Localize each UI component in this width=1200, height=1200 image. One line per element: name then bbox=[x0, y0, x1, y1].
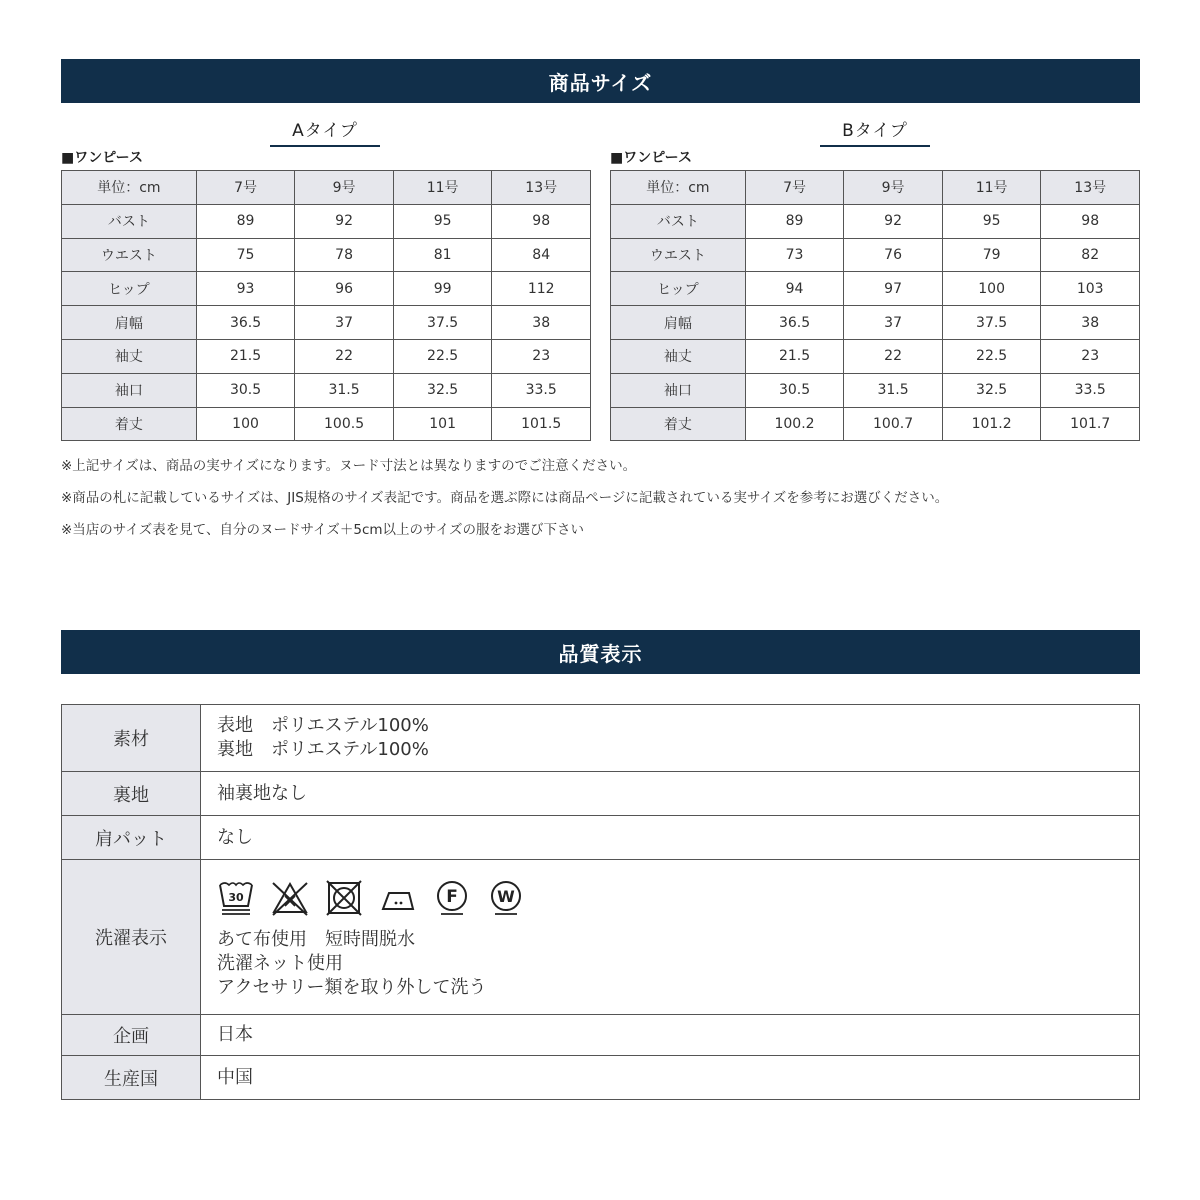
size-note: ※商品の札に記載しているサイズは、JIS規格のサイズ表記です。商品を選ぶ際には商品ページに記載されている実サイズを参考にお選びください。 bbox=[61, 490, 949, 506]
measurement-value-cell: 100.5 bbox=[295, 407, 394, 441]
measurement-value-cell: 36.5 bbox=[745, 306, 844, 340]
measurement-value-cell: 38 bbox=[1041, 306, 1140, 340]
measurement-value-cell: 101.7 bbox=[1041, 407, 1140, 441]
size-note: ※当店のサイズ表を見て、自分のヌードサイズ＋5cm以上のサイズの服をお選び下さい bbox=[61, 522, 584, 538]
size-header-cell: 13号 bbox=[1041, 171, 1140, 205]
measurement-value-cell: 100 bbox=[196, 407, 295, 441]
measurement-value-cell: 79 bbox=[942, 238, 1041, 272]
measurement-value-cell: 98 bbox=[1041, 204, 1140, 238]
measurement-value-cell: 95 bbox=[942, 204, 1041, 238]
quality-section-banner: 品質表示 bbox=[61, 630, 1140, 674]
measurement-value-cell: 84 bbox=[492, 238, 591, 272]
measurement-label-cell: 袖丈 bbox=[611, 339, 746, 373]
measurement-value-cell: 92 bbox=[295, 204, 394, 238]
measurement-value-cell: 37 bbox=[844, 306, 943, 340]
size-table-row bbox=[62, 272, 591, 306]
quality-value-line: 袖裏地なし bbox=[217, 782, 307, 804]
garment-label-a: ■ワンピース bbox=[61, 150, 143, 166]
measurement-value-cell: 76 bbox=[844, 238, 943, 272]
measurement-value-cell: 37.5 bbox=[393, 306, 492, 340]
wet-clean-letter: W bbox=[497, 887, 515, 906]
measurement-value-cell: 101.2 bbox=[942, 407, 1041, 441]
size-section-banner: 商品サイズ bbox=[61, 59, 1140, 103]
measurement-value-cell: 96 bbox=[295, 272, 394, 306]
size-table-a bbox=[61, 170, 591, 441]
size-table-row bbox=[611, 238, 1140, 272]
quality-row-planning bbox=[62, 1015, 1140, 1056]
no-tumble-dry-icon bbox=[325, 879, 363, 917]
unit-header-cell: 単位：cm bbox=[611, 171, 746, 205]
dry-clean-f-icon bbox=[433, 879, 471, 917]
quality-value-line: 洗濯ネット使用 bbox=[217, 953, 343, 974]
measurement-value-cell: 95 bbox=[393, 204, 492, 238]
size-header-cell: 7号 bbox=[196, 171, 295, 205]
measurement-value-cell: 97 bbox=[844, 272, 943, 306]
size-header-cell: 11号 bbox=[393, 171, 492, 205]
measurement-value-cell: 37.5 bbox=[942, 306, 1041, 340]
quality-row-material bbox=[62, 705, 1140, 772]
measurement-value-cell: 32.5 bbox=[942, 373, 1041, 407]
measurement-value-cell: 89 bbox=[745, 204, 844, 238]
measurement-label-cell: バスト bbox=[611, 204, 746, 238]
size-header-cell: 11号 bbox=[942, 171, 1041, 205]
size-table-row bbox=[611, 407, 1140, 441]
wash-30-tub-icon bbox=[217, 879, 255, 917]
size-notes bbox=[61, 456, 948, 552]
quality-value bbox=[201, 860, 1140, 1015]
quality-value-line: 日本 bbox=[217, 1024, 253, 1045]
quality-value bbox=[201, 816, 1140, 860]
size-table-row bbox=[611, 339, 1140, 373]
measurement-value-cell: 23 bbox=[1041, 339, 1140, 373]
size-header-cell: 13号 bbox=[492, 171, 591, 205]
size-table-row bbox=[62, 407, 591, 441]
size-table-row bbox=[62, 238, 591, 272]
measurement-value-cell: 100.2 bbox=[745, 407, 844, 441]
measurement-value-cell: 99 bbox=[393, 272, 492, 306]
measurement-value-cell: 22.5 bbox=[393, 339, 492, 373]
measurement-value-cell: 21.5 bbox=[745, 339, 844, 373]
size-table-header-row bbox=[611, 171, 1140, 205]
measurement-label-cell: バスト bbox=[62, 204, 197, 238]
measurement-label-cell: 着丈 bbox=[611, 407, 746, 441]
size-table-row bbox=[62, 339, 591, 373]
measurement-value-cell: 32.5 bbox=[393, 373, 492, 407]
size-table-header-row bbox=[62, 171, 591, 205]
garment-label-b: ■ワンピース bbox=[610, 150, 692, 166]
measurement-label-cell: 肩幅 bbox=[611, 306, 746, 340]
measurement-value-cell: 37 bbox=[295, 306, 394, 340]
quality-row-origin bbox=[62, 1056, 1140, 1100]
measurement-label-cell: 肩幅 bbox=[62, 306, 197, 340]
size-table-b bbox=[610, 170, 1140, 441]
measurement-label-cell: 袖丈 bbox=[62, 339, 197, 373]
measurement-value-cell: 31.5 bbox=[295, 373, 394, 407]
quality-label: 素材 bbox=[62, 705, 201, 772]
measurement-value-cell: 23 bbox=[492, 339, 591, 373]
type-b-title: Bタイプ bbox=[820, 118, 930, 147]
measurement-label-cell: 着丈 bbox=[62, 407, 197, 441]
wet-clean-w-icon bbox=[487, 879, 525, 917]
measurement-value-cell: 78 bbox=[295, 238, 394, 272]
measurement-label-cell: 袖口 bbox=[611, 373, 746, 407]
size-table-row bbox=[611, 306, 1140, 340]
quality-label: 裏地 bbox=[62, 772, 201, 816]
measurement-value-cell: 33.5 bbox=[492, 373, 591, 407]
no-bleach-icon bbox=[271, 879, 309, 917]
unit-header-cell: 単位：cm bbox=[62, 171, 197, 205]
dry-clean-letter: F bbox=[446, 887, 458, 907]
measurement-value-cell: 22 bbox=[295, 339, 394, 373]
care-icons bbox=[217, 878, 1139, 918]
measurement-value-cell: 93 bbox=[196, 272, 295, 306]
measurement-value-cell: 73 bbox=[745, 238, 844, 272]
measurement-value-cell: 100 bbox=[942, 272, 1041, 306]
size-header-cell: 7号 bbox=[745, 171, 844, 205]
quality-value-line: 中国 bbox=[217, 1066, 253, 1088]
measurement-value-cell: 22 bbox=[844, 339, 943, 373]
measurement-value-cell: 33.5 bbox=[1041, 373, 1140, 407]
quality-value-line: アクセサリー類を取り外して洗う bbox=[217, 977, 487, 998]
measurement-label-cell: ヒップ bbox=[62, 272, 197, 306]
measurement-label-cell: 袖口 bbox=[62, 373, 197, 407]
quality-value-line: 裏地 ポリエステル100% bbox=[217, 739, 429, 760]
quality-row-lining bbox=[62, 772, 1140, 816]
measurement-value-cell: 89 bbox=[196, 204, 295, 238]
quality-value-line: なし bbox=[217, 826, 253, 848]
quality-value bbox=[201, 705, 1140, 772]
quality-value-line: 表地 ポリエステル100% bbox=[217, 715, 429, 736]
measurement-label-cell: ヒップ bbox=[611, 272, 746, 306]
iron-low-icon bbox=[379, 879, 417, 917]
measurement-value-cell: 82 bbox=[1041, 238, 1140, 272]
quality-label: 生産国 bbox=[62, 1056, 201, 1100]
measurement-value-cell: 75 bbox=[196, 238, 295, 272]
size-header-cell: 9号 bbox=[844, 171, 943, 205]
measurement-value-cell: 22.5 bbox=[942, 339, 1041, 373]
size-table-row bbox=[611, 272, 1140, 306]
measurement-value-cell: 100.7 bbox=[844, 407, 943, 441]
measurement-value-cell: 92 bbox=[844, 204, 943, 238]
measurement-value-cell: 101 bbox=[393, 407, 492, 441]
type-a-title: Aタイプ bbox=[270, 118, 380, 147]
measurement-value-cell: 81 bbox=[393, 238, 492, 272]
measurement-value-cell: 21.5 bbox=[196, 339, 295, 373]
quality-value bbox=[201, 1056, 1140, 1100]
measurement-value-cell: 101.5 bbox=[492, 407, 591, 441]
measurement-value-cell: 98 bbox=[492, 204, 591, 238]
measurement-value-cell: 112 bbox=[492, 272, 591, 306]
measurement-value-cell: 103 bbox=[1041, 272, 1140, 306]
quality-row-shoulder-pad bbox=[62, 816, 1140, 860]
measurement-value-cell: 94 bbox=[745, 272, 844, 306]
quality-value bbox=[201, 772, 1140, 816]
measurement-label-cell: ウエスト bbox=[62, 238, 197, 272]
quality-row-care bbox=[62, 860, 1140, 1015]
size-header-cell: 9号 bbox=[295, 171, 394, 205]
size-table-row bbox=[611, 373, 1140, 407]
quality-label: 企画 bbox=[62, 1015, 201, 1056]
size-table-row bbox=[62, 204, 591, 238]
size-table-row bbox=[62, 373, 591, 407]
measurement-value-cell: 31.5 bbox=[844, 373, 943, 407]
measurement-label-cell: ウエスト bbox=[611, 238, 746, 272]
measurement-value-cell: 36.5 bbox=[196, 306, 295, 340]
measurement-value-cell: 38 bbox=[492, 306, 591, 340]
quality-label: 肩パット bbox=[62, 816, 201, 860]
quality-value bbox=[201, 1015, 1140, 1056]
quality-value-line: あて布使用 短時間脱水 bbox=[217, 929, 415, 950]
size-note: ※上記サイズは、商品の実サイズになります。ヌード寸法とは異なりますのでご注意ください。 bbox=[61, 458, 637, 474]
quality-table bbox=[61, 704, 1140, 1100]
wash-temp-label: 30 bbox=[228, 891, 244, 904]
quality-label: 洗濯表示 bbox=[62, 860, 201, 1015]
measurement-value-cell: 30.5 bbox=[745, 373, 844, 407]
size-table-row bbox=[62, 306, 591, 340]
measurement-value-cell: 30.5 bbox=[196, 373, 295, 407]
size-table-row bbox=[611, 204, 1140, 238]
